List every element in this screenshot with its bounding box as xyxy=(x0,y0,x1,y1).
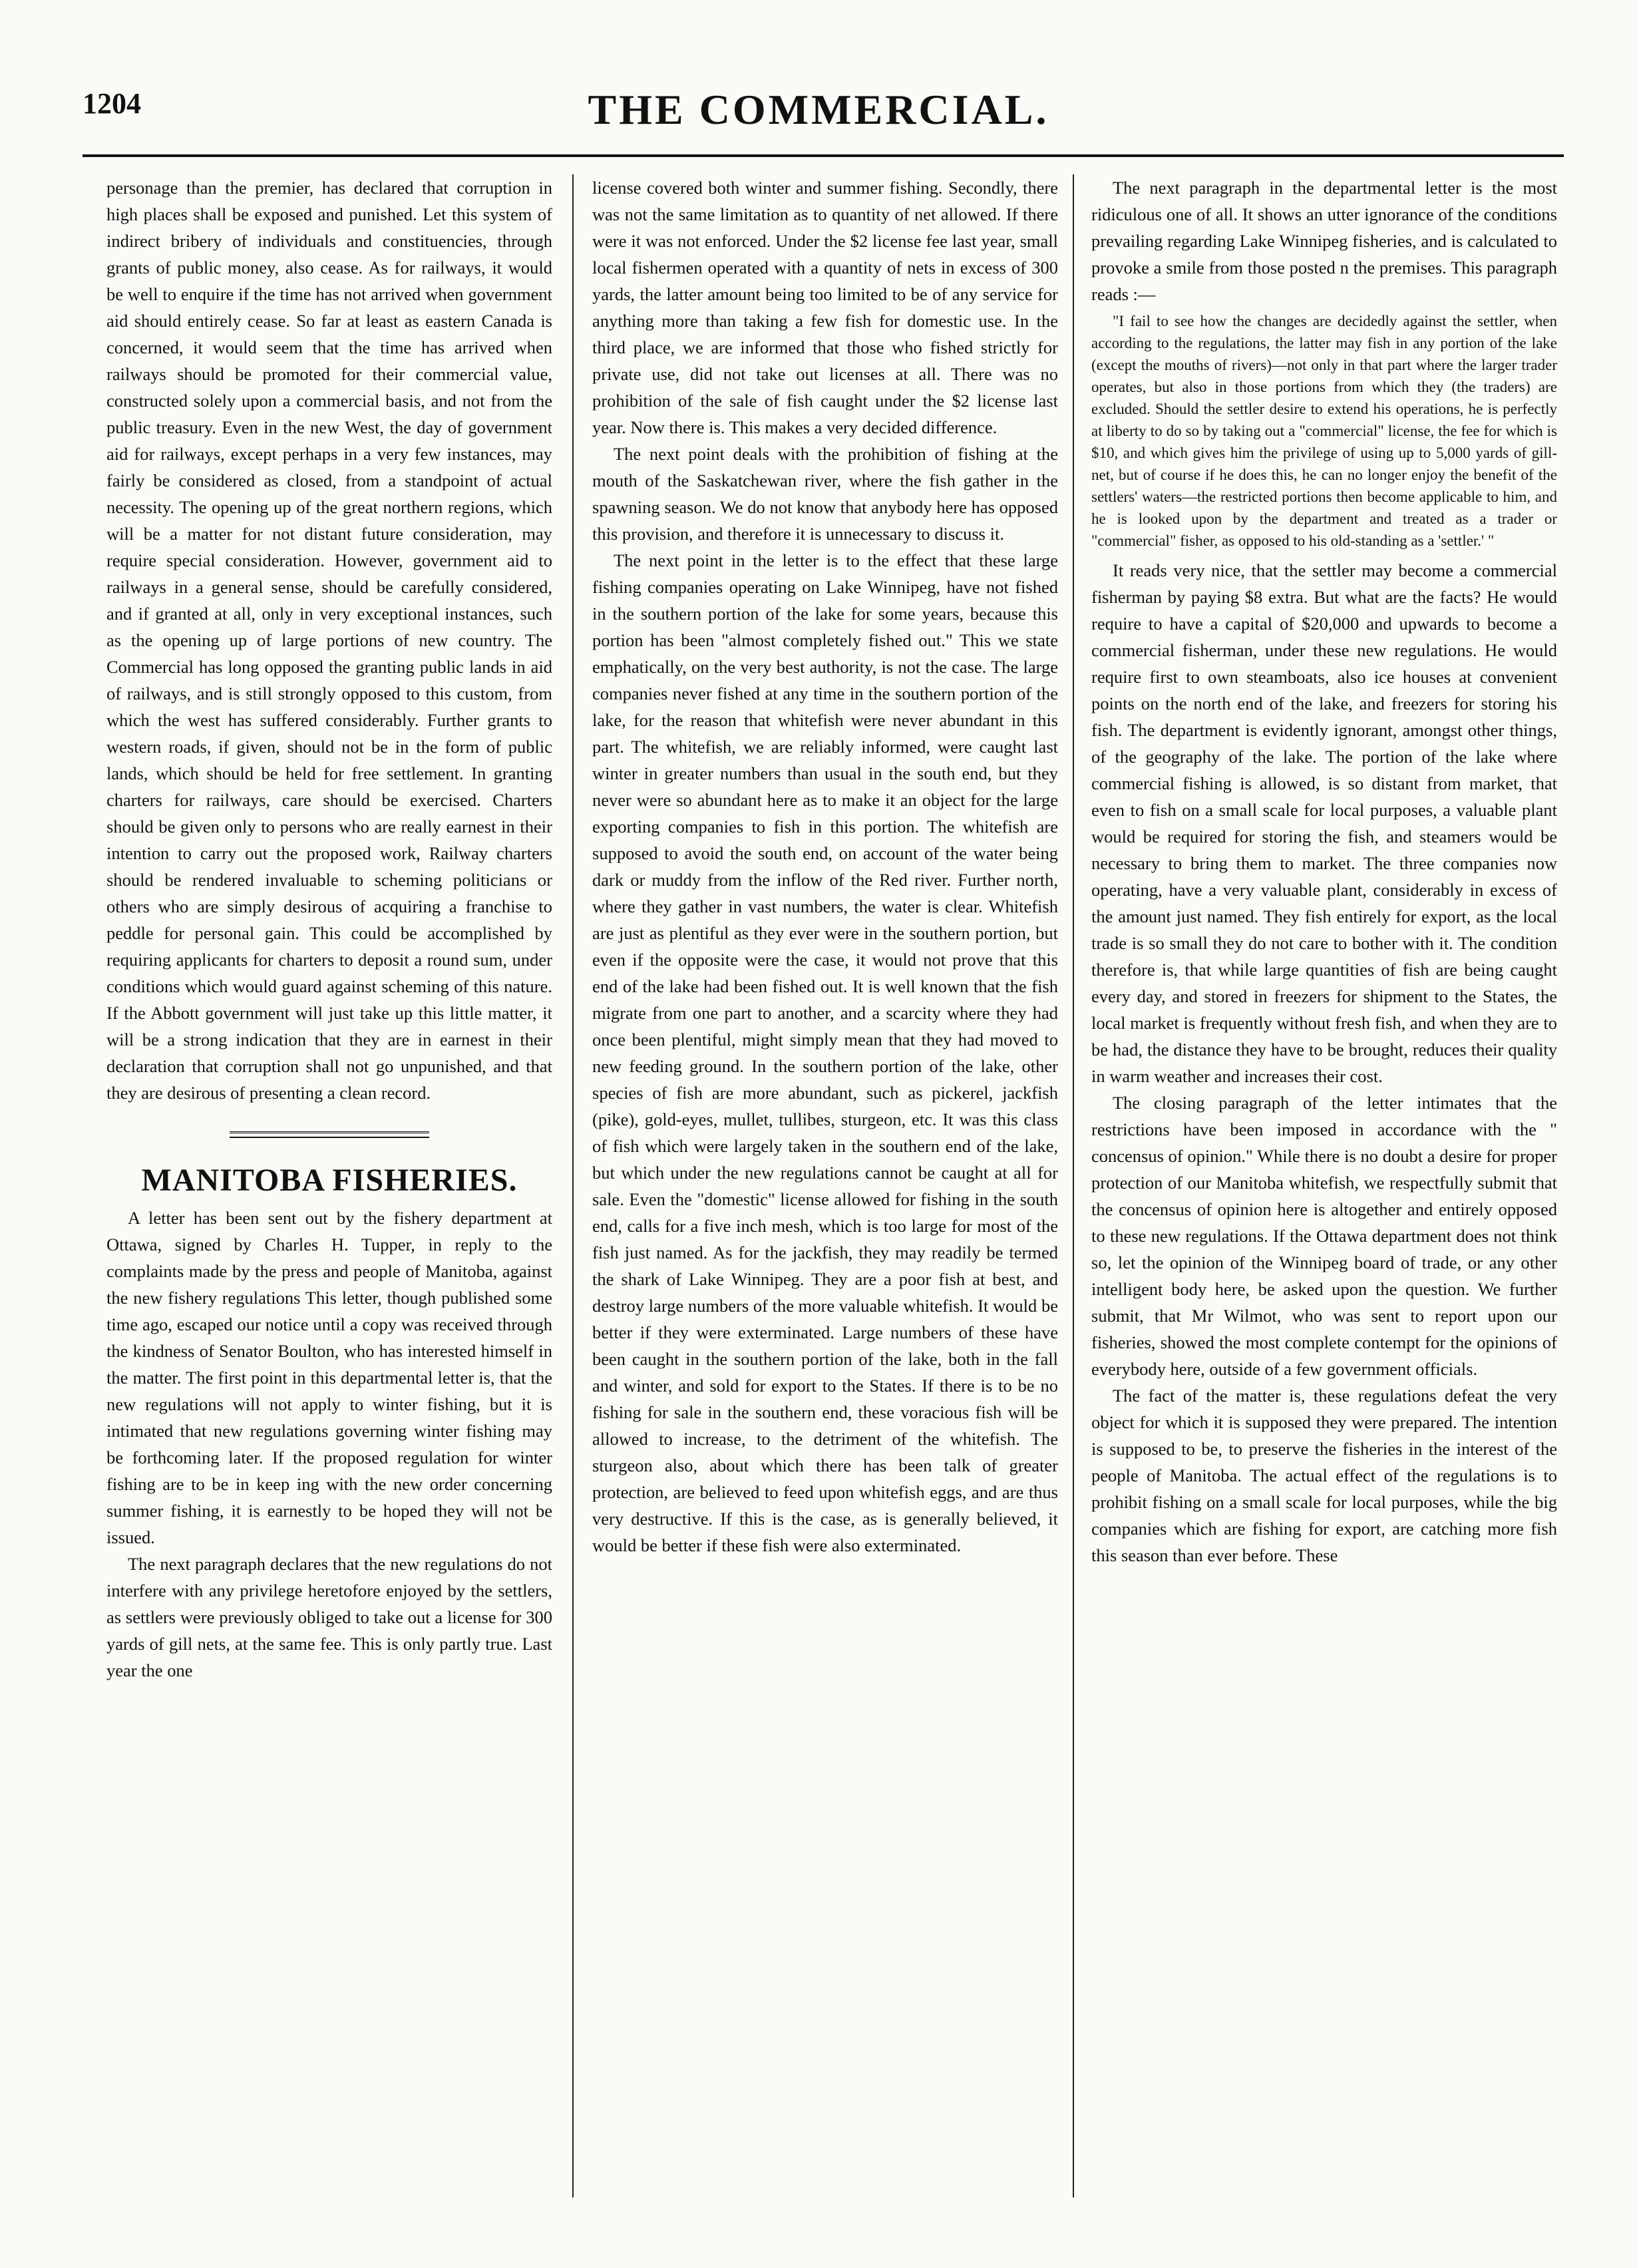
article-paragraph: personage than the premier, has declared that corruption in high places shall be exposed and punished. Let this system of indirect bribery of individuals and constituencies, through grants of public money, also cease. As for railways, it would be well to enquire if the time has not arrived when government aid should entirely cease. So far at least as eastern Canada is concerned, it would seem that the time has arrived when railways should be promoted for their commercial value, constructed solely upon a commercial basis, and not from the public treasury. Even in the new West, the day of government aid for railways, except perhaps in a very few instances, may fairly be considered as closed, from a standpoint of actual necessity. The opening up of the great northern regions, which will be a matter for not distant future consideration, may require special consideration. However, government aid to railways in a general sense, should be carefully considered, and if granted at all, only in very exceptional instances, such as the opening up of large portions of new country. The Commercial has long opposed the granting public lands in aid of railways, and is still strongly opposed to this custom, from which the west has suffered considerably. Further grants to western roads, if given, should not be in the form of public lands, which should be held for free settlement. In granting charters for railways, care should be exercised. Charters should be given only to persons who are really earnest in their intention to carry out the proposed work, Railway charters should be rendered invaluable to scheming politicians or others who are simply desirous of acquiring a franchise to peddle for personal gain. This could be accomplished by requiring applicants for charters to deposit a round sum, under conditions which would guard against scheming of this nature. If the Abbott government will just take up this little matter, it will be a strong indication that they are in earnest in their declaration that corruption shall not go unpunished, and that they are desirous of presenting a clean record. xyxy=(106,178,552,1103)
article-paragraph: The fact of the matter is, these regulations defeat the very object for which it is supposed they were prepared. The intention is supposed to be, to preserve the fisheries in the interest of the people of Manitoba. The actual effect of the regulations is to prohibit fishing on a small scale for local purposes, while the big companies which are fishing for export, are catching more fish this season than ever before. These xyxy=(1091,1386,1557,1565)
article-paragraph: The closing paragraph of the letter intimates that the restrictions have been imposed in accordance with the " concensus of opinion." While there is no doubt a desire for proper protection of our Manitoba whitefish, we respectfully submit that the concensus of opinion here is altogether and entirely opposed to these new regulations. If the Ottawa department does not think so, let the opinion of the Winnipeg board of trade, or any other intelligent body here, be asked upon the question. We further submit, that Mr Wilmot, who was sent to report upon our fisheries, showed the most complete contempt for the opinions of everybody here, outside of a few government officials. xyxy=(1091,1093,1557,1379)
article-paragraph: The next paragraph in the departmental letter is the most ridiculous one of all. It shows an utter ignorance of the conditions prevailing regarding Lake Winnipeg fisheries, and is calculated to provoke a smile from those posted n the premises. This paragraph reads :— xyxy=(1091,178,1557,304)
column-1 xyxy=(106,174,552,2197)
article-paragraph: license covered both winter and summer fishing. Secondly, there was not the same limitation as to quantity of net allowed. If there were it was not enforced. Under the $2 license fee last year, small local fishermen operated with a quantity of nets in excess of 300 yards, the latter amount being too limited to be of any service for anything more than taking a few fish for domestic use. In the third place, we are informed that those who fished strictly for private use, did not take out licenses at all. There was no prohibition of the sale of fish caught under the $2 license last year. Now there is. This makes a very decided difference. xyxy=(592,178,1058,437)
column-2 xyxy=(592,174,1058,2197)
column-rule-2 xyxy=(1073,174,1074,2197)
article-paragraph: The next point in the letter is to the effect that these large fishing companies operating on Lake Winnipeg, have not fished in the southern portion of the lake for some years, because this portion has been "almost completely fished out." This we state emphatically, on the very best authority, is not the case. The large companies never fished at any time in the southern portion of the lake, for the reason that whitefish were never abundant in this part. The whitefish, we are reliably informed, were caught last winter in greater numbers than usual in the south end, but they never were so abundant here as to make it an object for the large exporting companies to fish in this portion. The whitefish are supposed to avoid the south end, on account of the water being dark or muddy from the inflow of the Red river. Further north, where they gather in vast numbers, the water is clear. Whitefish are just as plentiful as they ever were in the southern portion, but even if the opposite were the case, it would not prove that this end of the lake had been fished out. It is well known that the fish migrate from one part to another, and a scarcity where they had once been plentiful, might simply mean that they had moved to new feeding ground. In the southern portion of the lake, other species of fish are more abundant, such as pickerel, jackfish (pike), gold-eyes, mullet, tullibes, sturgeon, etc. It was this class of fish which were largely taken in the southern end of the lake, but which under the new regulations cannot be caught at all for sale. Even the "domestic" license allowed for fishing in the south end, calls for a five inch mesh, which is too large for most of the fish just named. As for the jackfish, they may readily be termed the shark of Lake Winnipeg. They are a poor fish at best, and destroy large numbers of the more valuable whitefish. It would be better if they were exterminated. Large numbers of these have been caught in the southern portion of the lake, both in the fall and winter, and sold for export to the States. If there is to be no fishing for sale in the southern end, these voracious fish will be allowed to increase, to the detriment of the whitefish. The sturgeon also, about which there has been talk of greater protection, are believed to feed upon whitefish eggs, and are thus very destructive. If this is the case, as is generally believed, it would be better if these fish were also exterminated. xyxy=(592,550,1058,1555)
article-paragraph: It reads very nice, that the settler may become a commercial fisherman by paying $8 extra. But what are the facts? He would require to have a capital of $20,000 and upwards to become a commercial fisherman, under these new regulations. He would require first to own steamboats, also ice houses at convenient points on the north end of the lake, and freezers for storing his fish. The department is evidently ignorant, amongst other things, of the geography of the lake. The portion of the lake where commercial fishing is allowed, is so distant from market, that even to fish on a small scale for local purposes, a valuable plant would be required for storing the fish, and steamers would be necessary to bring them to market. The three companies now operating, have a very valuable plant, considerably in excess of the amount just named. They fish entirely for export, as the local trade is so small they do not care to bother with it. The condition therefore is, that while large quantities of fish are being caught every day, and stored in freezers for shipment to the States, the local market is frequently without fresh fish, and when they are to be had, the distance they have to be brought, reduces their quality in warm weather and increases their cost. xyxy=(1091,560,1557,1086)
column-3 xyxy=(1091,174,1557,2197)
block-quote: "I fail to see how the changes are decidedly against the settler, when according to the regulations, the latter may fish in any portion of the lake (except the mouths of rivers)—not only in that part where the larger trader operates, but also in those portions from which they (the traders) are excluded. Should the settler desire to extend his operations, he is perfectly at liberty to do so by taking out a "commercial" license, the fee for which is $10, and which gives him the privilege of using up to 5,000 yards of gill-net, but of course if he does this, he can no longer enjoy the benefit of the settlers' waters—the restricted portions then become applicable to him, and he is looked upon by the department and treated as a trader or "commercial" fisher, as opposed to his old-standing as a 'settler.' " xyxy=(1091,313,1557,549)
article-paragraph: A letter has been sent out by the fishery department at Ottawa, signed by Charles H. Tupper, in reply to the complaints made by the press and people of Manitoba, against the new fishery regulations This letter, though published some time ago, escaped our notice until a copy was received through the kindness of Senator Boulton, who has interested himself in the matter. The first point in this departmental letter is, that the new regulations will not apply to winter fishing, but it is intimated that new regulations governing winter fishing may be forthcoming later. If the proposed regulation for winter fishing are to be in keep ing with the new order concerning summer fishing, it is earnestly to be hoped they will not be issued. xyxy=(106,1208,552,1547)
page-number: 1204 xyxy=(83,87,141,120)
section-title: MANITOBA FISHERIES. xyxy=(141,1163,518,1198)
column-rule-1 xyxy=(572,174,574,2197)
masthead: THE COMMERCIAL. xyxy=(588,86,1049,133)
article-paragraph: The next point deals with the prohibition of fishing at the mouth of the Saskatchewan river, where the fish gather in the spawning season. We do not know that anybody here has opposed this provision, and therefore it is unnecessary to discuss it. xyxy=(592,444,1058,544)
article-paragraph: The next paragraph declares that the new regulations do not interfere with any privilege heretofore enjoyed by the settlers, as settlers were previously obliged to take out a license for 300 yards of gill nets, at the same fee. This is only partly true. Last year the one xyxy=(106,1554,552,1680)
section-divider xyxy=(230,1131,429,1138)
header-rule xyxy=(83,154,1564,157)
